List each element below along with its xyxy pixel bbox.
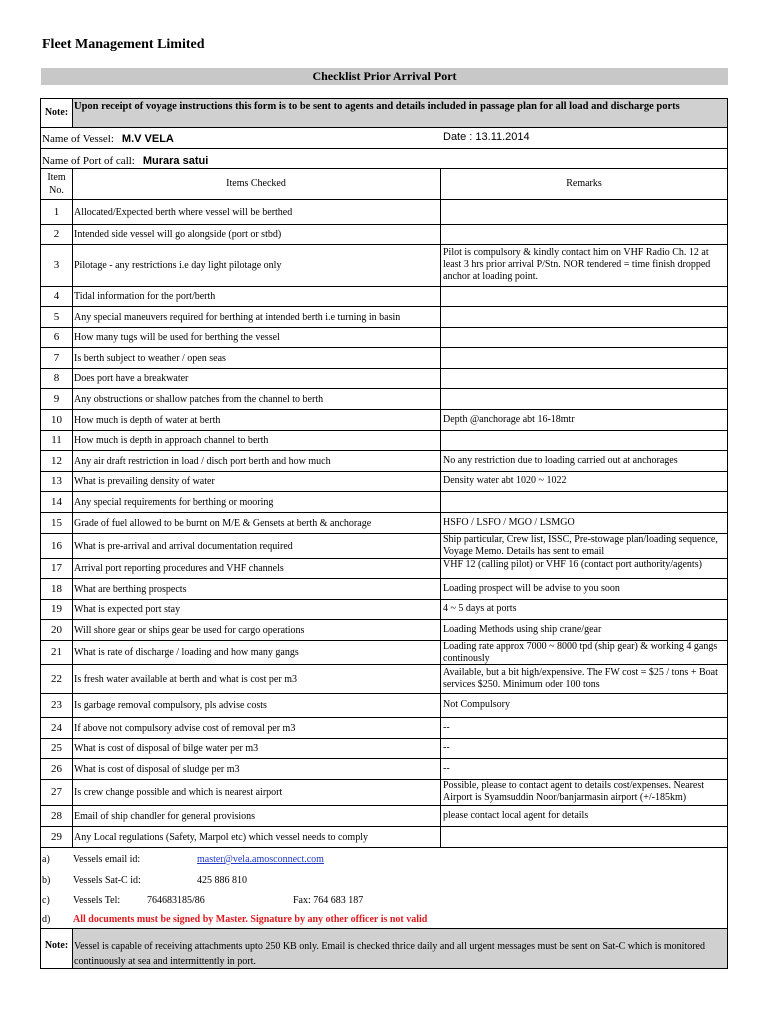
item-checked: What is cost of disposal of sludge per m3 bbox=[74, 764, 240, 775]
item-checked: Allocated/Expected berth where vessel will be berthed bbox=[74, 207, 293, 218]
item-checked: Is berth subject to weather / open seas bbox=[74, 353, 226, 364]
item-number: 14 bbox=[51, 496, 62, 508]
item-checked: What is expected port stay bbox=[74, 604, 181, 615]
remark-text bbox=[443, 331, 727, 350]
item-number: 19 bbox=[51, 603, 62, 615]
item-checked: What is rate of discharge / loading and how many gangs bbox=[74, 647, 299, 658]
item-checked: Will shore gear or ships gear be used for cargo operations bbox=[74, 625, 305, 636]
item-checked: Any obstructions or shallow patches from the channel to berth bbox=[74, 394, 324, 405]
item-checked: If above not compulsory advise cost of removal per m3 bbox=[74, 723, 296, 734]
divider bbox=[41, 847, 727, 848]
item-number: 21 bbox=[51, 646, 62, 658]
header-item-no: Item No. bbox=[47, 172, 66, 196]
item-checked: Arrival port reporting procedures and VHF channels bbox=[74, 563, 284, 574]
item-number: 7 bbox=[53, 352, 60, 364]
item-checked: Tidal information for the port/berth bbox=[74, 291, 216, 302]
item-checked: Is crew change possible and which is nearest airport bbox=[74, 787, 283, 798]
item-checked: Pilotage - any restrictions i.e day light pilotage only bbox=[74, 260, 282, 271]
item-checked: How much is depth in approach channel to berth bbox=[74, 435, 269, 446]
item-checked: What is prevailing density of water bbox=[74, 476, 215, 487]
item-checked: Grade of fuel allowed to be burnt on M/E & Gensets at berth & anchorage bbox=[74, 518, 372, 529]
divider bbox=[41, 148, 727, 149]
table-top-border bbox=[41, 168, 727, 169]
remark-text: Available, but a bit high/expensive. The FW cost = $25 / tons + Boat services $250. Minimum oder 100 tons bbox=[443, 667, 718, 690]
bottom-note-label: Note: bbox=[41, 929, 73, 968]
remark-text: -- bbox=[443, 763, 450, 774]
item-checked: Any Local regulations (Safety, Marpol etc) which vessel needs to comply bbox=[74, 832, 368, 843]
item-number: 12 bbox=[51, 455, 62, 467]
remark-text bbox=[443, 290, 727, 309]
remark-text: Density water abt 1020 ~ 1022 bbox=[443, 475, 567, 486]
column-divider bbox=[440, 168, 441, 847]
tel-label: Vessels Tel: bbox=[73, 895, 121, 906]
vessel-name-value: M.V VELA bbox=[121, 133, 174, 145]
item-number: 10 bbox=[51, 414, 62, 426]
item-number: 8 bbox=[53, 372, 60, 384]
remark-text bbox=[443, 434, 727, 453]
email-link[interactable]: master@vela.amosconnect.com bbox=[197, 854, 324, 865]
item-number: 20 bbox=[51, 624, 62, 636]
item-checked: How much is depth of water at berth bbox=[74, 415, 221, 426]
remark-text: No any restriction due to loading carried out at anchorages bbox=[443, 455, 678, 466]
port-value: Murara satui bbox=[142, 155, 209, 167]
row-divider bbox=[41, 664, 727, 665]
item-number: 5 bbox=[53, 311, 60, 323]
remark-text: Loading Methods using ship crane/gear bbox=[443, 624, 602, 635]
remark-text: HSFO / LSFO / MGO / LSMGO bbox=[443, 517, 575, 528]
item-checked: Is garbage removal compulsory, pls advise costs bbox=[74, 700, 267, 711]
remark-text bbox=[443, 831, 727, 851]
remark-text: Pilot is compulsory & kindly contact him on VHF Radio Ch. 12 at least 3 hrs prior arrival P/Stn. NOR tendered = time finish dropped anchor at loading point. bbox=[443, 247, 711, 282]
tel-value: 764683185/86 bbox=[147, 895, 205, 906]
item-number: 22 bbox=[51, 673, 62, 685]
satc-value: 425 886 810 bbox=[197, 875, 247, 886]
satc-label: Vessels Sat-C id: bbox=[73, 875, 141, 886]
date-field: Date : 13.11.2014 bbox=[443, 131, 530, 143]
top-note-label: Note: bbox=[41, 99, 73, 127]
bottom-note bbox=[41, 929, 727, 968]
remark-text bbox=[443, 352, 727, 372]
item-number: 16 bbox=[51, 540, 62, 552]
item-number: 11 bbox=[51, 434, 62, 446]
port-field bbox=[42, 155, 208, 167]
item-checked: Does port have a breakwater bbox=[74, 373, 189, 384]
header-items-checked: Items Checked bbox=[226, 178, 286, 189]
port-label: Name of Port of call: bbox=[42, 155, 135, 167]
item-number: 1 bbox=[53, 206, 60, 218]
remark-text: 4 ~ 5 days at ports bbox=[443, 603, 517, 614]
item-number: 2 bbox=[53, 228, 60, 240]
remark-text: Ship particular, Crew list, ISSC, Pre-stowage plan/loading sequence, Voyage Memo. Details has sent to email bbox=[443, 534, 718, 557]
form-title: Checklist Prior Arrival Port bbox=[41, 68, 728, 85]
header-bottom-border bbox=[41, 199, 727, 200]
signature-warning: All documents must be signed by Master. Signature by any other officer is not valid bbox=[73, 914, 428, 925]
remark-text: Depth @anchorage abt 16-18mtr bbox=[443, 414, 575, 425]
item-number: 3 bbox=[53, 259, 60, 271]
item-checked: Is fresh water available at berth and what is cost per m3 bbox=[74, 674, 297, 685]
item-number: 26 bbox=[51, 763, 62, 775]
remark-text: Possible, please to contact agent to details cost/expenses. Nearest Airport is Syamsuddin Noor/banjarmasin airport (+/-185km) bbox=[443, 780, 705, 803]
item-checked: Email of ship chandler for general provisions bbox=[74, 811, 256, 822]
footer-key-a: a) bbox=[42, 854, 50, 865]
email-label: Vessels email id: bbox=[73, 854, 141, 865]
row-divider bbox=[41, 805, 727, 806]
vessel-name-label: Name of Vessel: bbox=[42, 133, 114, 145]
item-number: 9 bbox=[53, 393, 60, 405]
item-number: 6 bbox=[53, 331, 60, 343]
item-checked: Any air draft restriction in load / disch port berth and how much bbox=[74, 456, 331, 467]
remark-text: Loading rate approx 7000 ~ 8000 tpd (ship gear) & working 4 gangs continously bbox=[443, 641, 718, 664]
remark-text bbox=[443, 228, 727, 247]
item-number: 25 bbox=[51, 742, 62, 754]
footer-key-d: d) bbox=[42, 914, 51, 925]
remark-text bbox=[443, 393, 727, 413]
item-number: 17 bbox=[51, 562, 62, 574]
item-checked: What is cost of disposal of bilge water per m3 bbox=[74, 743, 259, 754]
item-number: 28 bbox=[51, 810, 62, 822]
remark-text: -- bbox=[443, 722, 450, 733]
item-number: 4 bbox=[53, 290, 60, 302]
column-divider bbox=[72, 168, 73, 847]
item-number: 15 bbox=[51, 517, 62, 529]
item-checked: Intended side vessel will go alongside (port or stbd) bbox=[74, 229, 282, 240]
fax-value: Fax: 764 683 187 bbox=[293, 895, 364, 906]
item-checked: Any special maneuvers required for berthing at intended berth i.e turning in basin bbox=[74, 312, 401, 323]
item-number: 29 bbox=[51, 831, 62, 843]
company-name: Fleet Management Limited bbox=[42, 37, 205, 52]
item-number: 18 bbox=[51, 583, 62, 595]
header-remarks: Remarks bbox=[566, 178, 602, 189]
remark-text: VHF 12 (calling pilot) or VHF 16 (contact port authority/agents) bbox=[443, 559, 702, 570]
item-number: 27 bbox=[51, 786, 62, 798]
remark-text bbox=[443, 372, 727, 391]
item-number: 23 bbox=[51, 699, 62, 711]
remark-text bbox=[443, 496, 727, 516]
item-number: 13 bbox=[51, 475, 62, 487]
remark-text bbox=[443, 311, 727, 331]
remark-text: -- bbox=[443, 742, 450, 753]
remark-text: Loading prospect will be advise to you soon bbox=[443, 583, 620, 594]
item-checked: What are berthing prospects bbox=[74, 584, 187, 595]
row-divider bbox=[41, 578, 727, 579]
remark-text: Not Compulsory bbox=[443, 699, 510, 710]
item-number: 24 bbox=[51, 722, 62, 734]
top-note bbox=[41, 99, 727, 128]
top-note-text: Upon receipt of voyage instructions this form is to be sent to agents and details included in passage plan for all load and discharge ports bbox=[74, 101, 680, 112]
item-checked: What is pre-arrival and arrival documentation required bbox=[74, 541, 293, 552]
vessel-name-field bbox=[42, 133, 174, 145]
item-checked: Any special requirements for berthing or mooring bbox=[74, 497, 274, 508]
remark-text: please contact local agent for details bbox=[443, 810, 589, 821]
footer-key-b: b) bbox=[42, 875, 51, 886]
footer-key-c: c) bbox=[42, 895, 50, 906]
item-checked: How many tugs will be used for berthing the vessel bbox=[74, 332, 280, 343]
remark-text bbox=[443, 206, 727, 230]
bottom-note-text: Vessel is capable of receiving attachments upto 250 KB only. Email is checked thrice daily and all urgent messages must be sent on Sat-C which is monitored continuously at sea and intermittently in port. bbox=[74, 941, 705, 967]
